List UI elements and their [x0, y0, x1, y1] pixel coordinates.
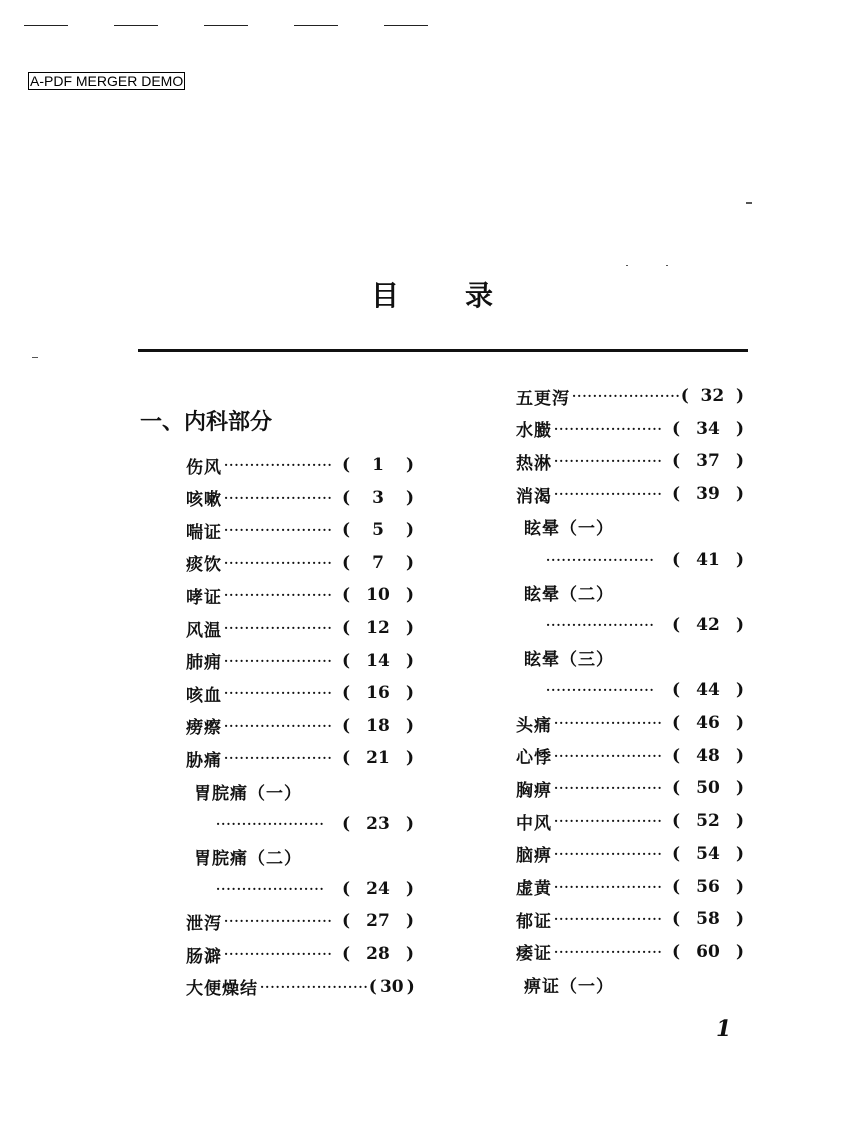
paren: ( [672, 549, 681, 570]
page-value: 3 [372, 487, 384, 508]
paren: ( [672, 843, 681, 864]
entry-page [672, 419, 744, 439]
entry-page [672, 484, 744, 504]
paren: ( [672, 811, 681, 832]
page-value: 58 [696, 909, 720, 930]
paren: ) [405, 911, 414, 932]
entry-title: 痹证（一） [524, 977, 614, 998]
paren: ) [405, 944, 414, 964]
entry-page [681, 386, 744, 406]
toc-entry[interactable] [524, 577, 752, 607]
dot-leader: ····················· [554, 487, 663, 502]
dot-leader: ····················· [554, 716, 663, 730]
entry-title: 大便燥结 [186, 979, 258, 1000]
entry-title: 中风 [516, 813, 552, 834]
paren: ) [405, 618, 414, 638]
entry-page [369, 977, 415, 997]
entry-page [672, 877, 744, 897]
toc-entry[interactable] [186, 906, 414, 936]
entry-page [672, 778, 744, 798]
paren: ) [735, 614, 744, 635]
paren: ( [342, 944, 351, 964]
paren: ( [672, 484, 681, 505]
entry-page [342, 716, 414, 736]
paren: ( [342, 911, 351, 932]
toc-entry[interactable] [516, 381, 744, 411]
paren: ( [342, 878, 351, 899]
page-value: 30 [379, 976, 404, 997]
toc-entry[interactable] [186, 743, 414, 773]
toc-entry-continuation [544, 675, 744, 705]
paren: ( [672, 418, 681, 439]
page-value: 60 [696, 941, 720, 962]
paren: ( [680, 386, 689, 406]
header-line [294, 25, 338, 26]
entry-title: 胃脘痛（二） [194, 848, 302, 869]
dot-leader: ····················· [224, 653, 333, 668]
paren: ( [672, 680, 681, 701]
paren: ) [405, 878, 414, 899]
entry-page [672, 746, 744, 766]
paren: ( [342, 715, 351, 736]
toc-entry[interactable] [516, 904, 744, 934]
dot-leader: ····················· [554, 912, 663, 927]
header-line [24, 25, 68, 26]
entry-title: 眩晕（二） [524, 584, 614, 605]
toc-entry[interactable] [194, 776, 422, 806]
dot-leader: ····················· [554, 454, 663, 469]
entry-title: 心悸 [516, 748, 552, 769]
toc-entry[interactable] [186, 580, 414, 610]
toc-entry[interactable] [516, 839, 744, 869]
dot-leader: ····················· [224, 490, 333, 505]
paren: ) [405, 585, 414, 606]
toc-entry[interactable] [524, 512, 752, 542]
toc-entry[interactable] [186, 678, 414, 708]
entry-title: 热淋 [516, 453, 552, 474]
entry-page [672, 713, 744, 733]
paren: ) [735, 418, 744, 439]
entry-page [342, 618, 414, 638]
toc-entry[interactable] [186, 972, 414, 1002]
toc-entry[interactable] [524, 643, 752, 673]
entry-page [672, 451, 744, 471]
page-number: 1 [716, 1016, 732, 1042]
entry-title: 虚黄 [516, 879, 552, 899]
dot-leader: ····················· [554, 748, 663, 763]
dot-leader: ····················· [224, 751, 333, 766]
paren: ) [405, 650, 414, 671]
paren: ( [672, 451, 681, 472]
paren: ) [405, 683, 414, 704]
entry-page [342, 944, 414, 964]
dot-leader: ····················· [224, 523, 333, 538]
dot-leader: ····················· [224, 621, 333, 635]
title-char: 目 [370, 279, 401, 312]
toc-entry-continuation [214, 874, 414, 904]
entry-title: 伤风 [186, 457, 222, 478]
entry-title: 头痛 [516, 715, 552, 736]
entry-title: 肠澼 [186, 946, 222, 967]
dot-leader: ····················· [554, 879, 663, 894]
page-value: 7 [372, 552, 384, 573]
scan-speck [666, 265, 668, 266]
title-rule [138, 349, 748, 352]
page-value: 50 [696, 778, 720, 799]
dot-leader: ····················· [216, 881, 325, 896]
page-value: 34 [696, 418, 720, 439]
header-line [384, 25, 428, 26]
entry-title: 郁证 [516, 911, 552, 932]
page-value: 52 [696, 811, 720, 832]
page-value: 56 [696, 876, 720, 897]
page-value: 46 [696, 713, 720, 733]
toc-entry-continuation [214, 809, 414, 839]
paren: ( [342, 748, 351, 769]
dot-leader: ····················· [224, 947, 333, 961]
entry-page [342, 455, 414, 475]
page-value: 16 [366, 683, 390, 704]
page-value: 1 [372, 455, 384, 475]
dot-leader: ····················· [546, 552, 655, 567]
toc-entry[interactable] [516, 414, 744, 444]
toc-entry[interactable] [524, 970, 752, 1000]
entry-page [672, 680, 744, 700]
toc-entry[interactable] [516, 872, 744, 902]
entry-page [342, 585, 414, 605]
scan-speck [626, 265, 628, 266]
header-line [114, 25, 158, 26]
page-value: 32 [700, 386, 725, 406]
paren: ) [735, 680, 744, 701]
entry-page [672, 811, 744, 831]
entry-page [672, 844, 744, 864]
scan-speck [746, 202, 752, 204]
entry-title: 脑痹 [516, 846, 552, 867]
header-line [204, 25, 248, 26]
dot-leader: ····················· [224, 588, 333, 603]
dot-leader: ····················· [554, 814, 663, 829]
paren: ) [735, 451, 744, 472]
paren: ( [672, 713, 681, 733]
toc-entry[interactable] [186, 711, 414, 741]
entry-title: 胁痛 [186, 750, 222, 771]
entry-page [342, 814, 414, 834]
paren: ( [342, 487, 351, 508]
paren: ) [735, 386, 744, 406]
paren: ( [672, 614, 681, 635]
page-value: 10 [366, 585, 390, 606]
entry-title: 喘证 [186, 522, 222, 543]
entry-title: 泄泻 [186, 913, 222, 934]
paren: ) [735, 811, 744, 832]
dot-leader: ····················· [260, 979, 369, 994]
entry-page [342, 520, 414, 540]
paren: ) [405, 715, 414, 736]
scan-speck [32, 357, 38, 358]
paren: ) [735, 549, 744, 570]
paren: ( [368, 976, 377, 997]
entry-title: 风温 [186, 620, 222, 641]
paren: ( [342, 650, 351, 671]
paren: ( [672, 745, 681, 766]
paren: ) [735, 745, 744, 766]
page-value: 37 [696, 451, 720, 472]
entry-page [672, 909, 744, 929]
entry-title: 消渴 [516, 486, 552, 507]
entry-page [672, 942, 744, 962]
paren: ) [405, 813, 414, 834]
dot-leader: ····················· [554, 421, 663, 436]
paren: ( [342, 552, 351, 573]
entry-title: 哮证 [186, 587, 222, 608]
page-value: 24 [366, 878, 390, 899]
page-value: 39 [696, 484, 720, 505]
toc-entry-continuation [544, 545, 744, 575]
entry-page [672, 615, 744, 635]
paren: ) [735, 843, 744, 864]
toc-entry-continuation [544, 610, 744, 640]
page-value: 41 [696, 549, 720, 570]
paren: ( [342, 618, 351, 638]
dot-leader: ····················· [224, 718, 333, 733]
entry-page [342, 879, 414, 899]
paren: ) [405, 552, 414, 573]
page-value: 14 [366, 650, 390, 671]
entry-page [342, 488, 414, 508]
paren: ( [672, 778, 681, 799]
toc-entry[interactable] [186, 613, 414, 643]
paren: ( [342, 585, 351, 606]
paren: ) [735, 713, 744, 733]
paren: ) [735, 484, 744, 505]
entry-page [672, 550, 744, 570]
dot-leader: ····················· [224, 555, 333, 570]
page-value: 18 [366, 715, 390, 736]
entry-title: 水臌 [516, 421, 552, 442]
entry-title: 眩晕（一） [524, 519, 614, 540]
toc-entry[interactable] [516, 937, 744, 967]
toc-entry[interactable] [516, 773, 744, 803]
paren: ) [735, 876, 744, 897]
toc-entry[interactable] [194, 841, 422, 871]
entry-title: 咳嗽 [186, 490, 222, 511]
dot-leader: ····················· [546, 617, 655, 632]
paren: ) [406, 976, 415, 997]
paren: ) [735, 909, 744, 930]
dot-leader: ····················· [224, 914, 333, 929]
entry-title: 肺痈 [186, 653, 222, 674]
page-value: 44 [696, 680, 720, 701]
dot-leader: ····················· [546, 683, 655, 698]
page-value: 48 [696, 745, 720, 766]
page-value: 12 [366, 618, 390, 638]
toc-entry[interactable] [516, 708, 744, 738]
toc-entry[interactable] [186, 939, 414, 969]
section-heading: 一、内科部分 [140, 409, 273, 435]
page-value: 5 [372, 520, 384, 541]
dot-leader: ····················· [554, 781, 663, 796]
entry-page [342, 683, 414, 703]
paren: ) [405, 455, 414, 475]
page-value: 27 [366, 911, 390, 932]
dot-leader: ····················· [572, 389, 681, 403]
toc-entry[interactable] [186, 450, 414, 480]
entry-page [342, 553, 414, 573]
toc-entry[interactable] [516, 741, 744, 771]
toc-entry[interactable] [516, 479, 744, 509]
paren: ) [735, 778, 744, 799]
toc-entry[interactable] [516, 806, 744, 836]
paren: ( [672, 909, 681, 930]
watermark-label: A-PDF MERGER DEMO [30, 73, 184, 89]
toc-entry[interactable] [186, 548, 414, 578]
page-value: 54 [696, 843, 720, 864]
paren: ( [342, 520, 351, 541]
entry-title: 五更泻 [516, 388, 570, 409]
entry-title: 咳血 [186, 685, 222, 706]
dot-leader: ····················· [554, 944, 663, 959]
entry-title: 痰饮 [186, 555, 222, 576]
dot-leader: ····················· [224, 458, 333, 472]
title-char: 录 [465, 279, 496, 312]
toc-entry[interactable] [516, 446, 744, 476]
paren: ( [342, 455, 351, 475]
paren: ) [405, 520, 414, 541]
entry-page [342, 911, 414, 931]
entry-page [342, 748, 414, 768]
entry-title: 痿证 [516, 944, 552, 965]
page-value: 28 [366, 944, 390, 964]
entry-title: 胃脘痛（一） [194, 783, 302, 804]
dot-leader: ····················· [224, 686, 333, 701]
dot-leader: ····················· [216, 816, 325, 831]
paren: ) [405, 487, 414, 508]
page-title [0, 274, 866, 314]
entry-title: 痨瘵 [186, 718, 222, 739]
toc-entry[interactable] [186, 515, 414, 545]
page-value: 23 [366, 813, 390, 834]
toc-entry[interactable] [186, 483, 414, 513]
entry-title: 眩晕（三） [524, 650, 614, 671]
page-value: 42 [696, 614, 720, 635]
page-value: 21 [366, 748, 390, 769]
paren: ) [735, 941, 744, 962]
paren: ) [405, 748, 414, 769]
paren: ( [672, 876, 681, 897]
paren: ( [672, 941, 681, 962]
entry-page [342, 651, 414, 671]
paren: ( [342, 813, 351, 834]
entry-title: 胸痹 [516, 780, 552, 801]
toc-entry[interactable] [186, 646, 414, 676]
paren: ( [342, 683, 351, 704]
dot-leader: ····················· [554, 846, 663, 861]
